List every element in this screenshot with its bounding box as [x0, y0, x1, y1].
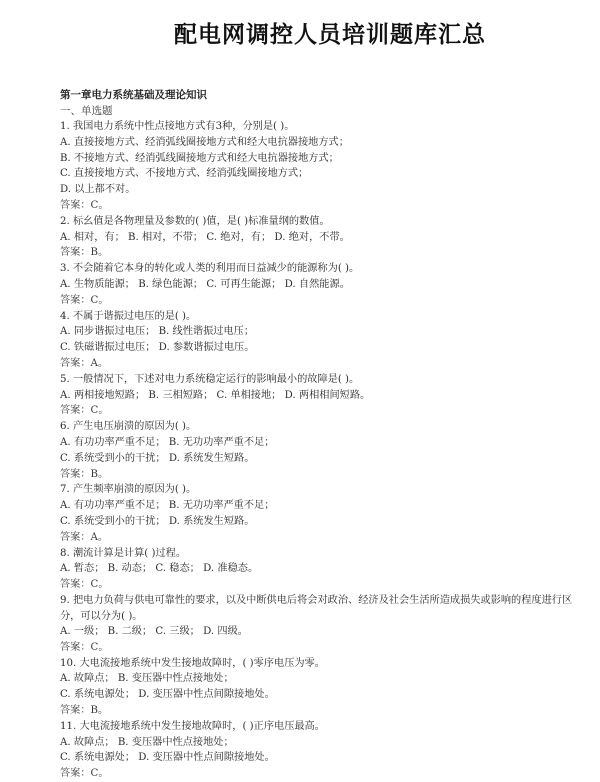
- option-line: A. 同步谐振过电压； B. 线性谐振过电压；: [60, 326, 255, 338]
- question-text: 5. 一般情况下，下述对电力系统稳定运行的影响最小的故障是( )。: [60, 373, 360, 385]
- option-line: A. 故障点； B. 变压器中性点接地处；: [60, 736, 234, 748]
- option-line: A. 直接接地方式、经消弧线圈接地方式和经大电抗器接地方式；: [60, 136, 349, 148]
- option-line: A. 有功功率严重不足； B. 无功功率严重不足；: [60, 436, 275, 448]
- question-text: 2. 标幺值是各物理量及参数的( )值，是( )标准量纲的数值。: [60, 215, 330, 227]
- document-title: 配电网调控人员培训题库汇总: [174, 22, 486, 48]
- option-line: C. 系统电源处； D. 变压器中性点间隙接地处。: [60, 752, 275, 764]
- answer-line: 答案：B。: [60, 468, 109, 480]
- answer-line: 答案：C。: [60, 294, 109, 306]
- answer-line: 答案：B。: [60, 705, 109, 717]
- question-text: 6. 产生电压崩溃的原因为( )。: [60, 421, 197, 433]
- option-line: A. 一级； B. 二级； C. 三级； D. 四级。: [60, 626, 248, 638]
- option-line: C. 系统电源处； D. 变压器中性点间隙接地处。: [60, 689, 275, 701]
- answer-line: 答案：B。: [60, 247, 109, 259]
- question-text: 11. 大电流接地系统中发生接地故障时，( )正序电压最高。: [60, 720, 325, 732]
- answer-line: 答案：C。: [60, 199, 109, 211]
- option-line: C. 系统受到小的干扰； D. 系统发生短路。: [60, 452, 255, 464]
- option-line: A. 生物质能源； B. 绿色能源； C. 可再生能源； D. 自然能源。: [60, 278, 350, 290]
- answer-line: 答案：C。: [60, 579, 109, 591]
- option-line: B. 不接地方式、经消弧线圈接地方式和经大电抗器接地方式；: [60, 152, 339, 164]
- chapter-heading: 第一章电力系统基础及理论知识: [60, 89, 207, 101]
- option-line: C. 铁磁谐振过电压； D. 参数谐振过电压。: [60, 342, 255, 354]
- question-text: 7. 产生频率崩溃的原因为( )。: [60, 484, 197, 496]
- option-line: D. 以上都不对。: [60, 184, 136, 196]
- answer-line: 答案：A。: [60, 531, 109, 543]
- answer-line: 答案：C。: [60, 405, 109, 417]
- option-line: A. 相对，有； B. 相对，不带； C. 绝对，有； D. 绝对，不带。: [60, 231, 350, 243]
- question-text: 1. 我国电力系统中性点接地方式有3种，分别是( )。: [60, 121, 295, 132]
- question-list: [60, 119, 580, 782]
- option-line: C. 直接接地方式、不接地方式、经消弧线圈接地方式；: [60, 168, 309, 180]
- question-text: 8. 潮流计算是计算( )过程。: [60, 547, 187, 559]
- question-text: 4. 不属于谐振过电压的是( )。: [60, 310, 197, 322]
- option-line: C. 系统受到小的干扰； D. 系统发生短路。: [60, 515, 255, 527]
- option-line: A. 暂态； B. 动态； C. 稳态； D. 准稳态。: [60, 563, 259, 575]
- option-line: A. 有功功率严重不足； B. 无功功率严重不足；: [60, 500, 275, 512]
- answer-line: 答案：A。: [60, 357, 109, 369]
- question-text: 10. 大电流接地系统中发生接地故障时，( )零序电压为零。: [60, 657, 325, 669]
- answer-line: 答案：C。: [60, 768, 109, 780]
- question-text: 3. 不会随着它本身的转化或人类的利用而日益减少的能源称为( )。: [60, 263, 360, 275]
- answer-line: 答案：C。: [60, 641, 109, 653]
- question-text: 9. 把电力负荷与供电可靠性的要求，以及中断供电后将会对政治、经济及社会生活所造成损失或影响的程度进行区分，可以分为( )。: [60, 594, 573, 622]
- section-heading: 一、单选题: [60, 105, 113, 117]
- option-line: A. 故障点； B. 变压器中性点接地处；: [60, 673, 234, 685]
- option-line: A. 两相接地短路； B. 三相短路； C. 单相接地； D. 两相相间短路。: [60, 389, 371, 401]
